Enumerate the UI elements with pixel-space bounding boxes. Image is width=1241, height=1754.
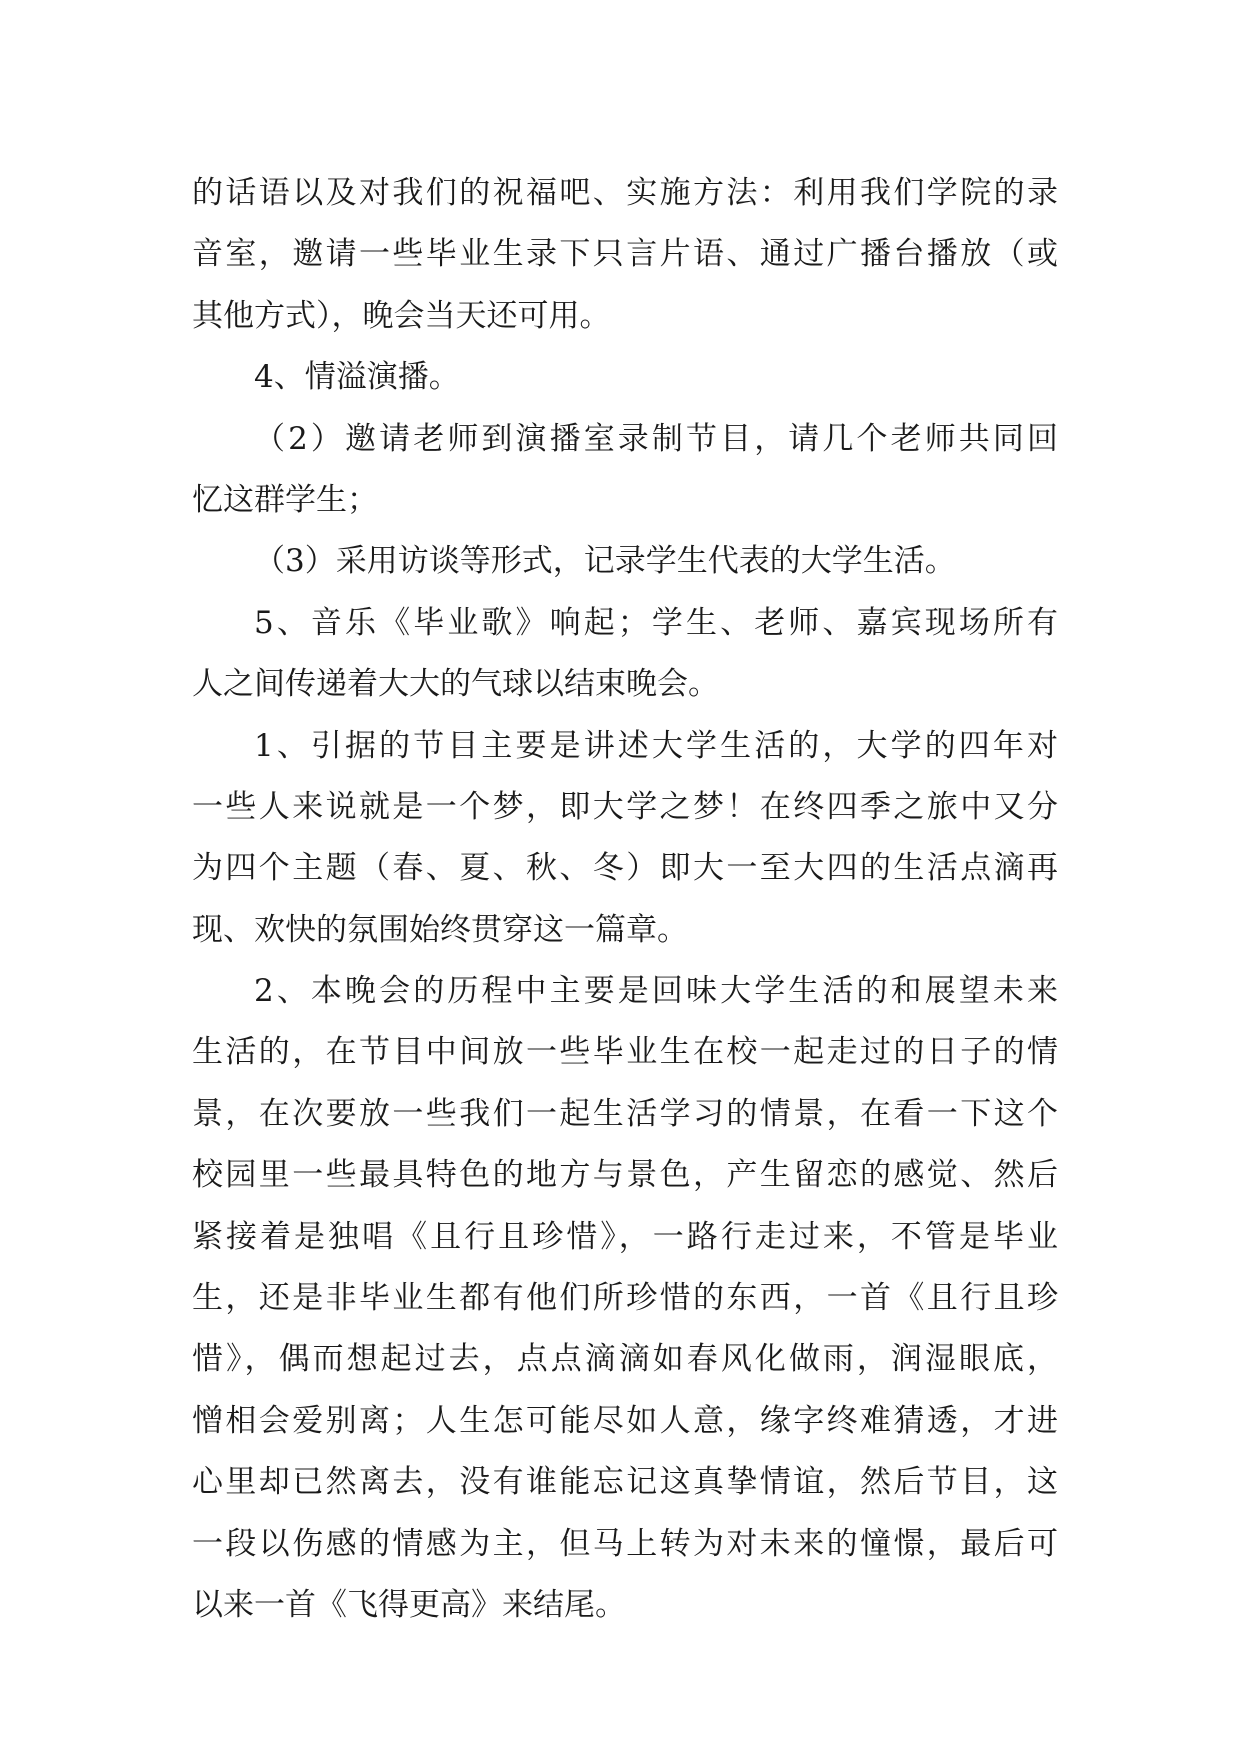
text-line: 现、欢快的氛围始终贯穿这一篇章。 [192, 911, 688, 948]
text-line: 4、情溢演播。 [254, 359, 460, 396]
text-line: 生，还是非毕业生都有他们所珍惜的东西，一首《且行且珍 [192, 1280, 1058, 1317]
text-line: 憎相会爱别离；人生怎可能尽如人意，缘字终难猜透，才进 [192, 1402, 1058, 1439]
text-line: 音室，邀请一些毕业生录下只言片语、通过广播台播放（或 [192, 236, 1058, 273]
text-line: 1、引据的节目主要是讲述大学生活的，大学的四年对 [254, 727, 1058, 764]
text-line: 校园里一些最具特色的地方与景色，产生留恋的感觉、然后 [192, 1157, 1058, 1194]
text-line: （2）邀请老师到演播室录制节目，请几个老师共同回 [254, 420, 1058, 457]
text-line: 人之间传递着大大的气球以结束晚会。 [192, 666, 719, 703]
text-line: 2、本晚会的历程中主要是回味大学生活的和展望未来 [254, 973, 1058, 1010]
text-line: 忆这群学生； [192, 481, 378, 518]
text-line: 以来一首《飞得更高》来结尾。 [192, 1586, 626, 1623]
text-line: 一些人来说就是一个梦，即大学之梦！在终四季之旅中又分 [192, 788, 1058, 825]
text-line: 的话语以及对我们的祝福吧、实施方法：利用我们学院的录 [192, 175, 1058, 211]
document-body [192, 163, 1058, 1636]
text-line: 为四个主题（春、夏、秋、冬）即大一至大四的生活点滴再 [192, 850, 1058, 887]
text-line: （3）采用访谈等形式，记录学生代表的大学生活。 [254, 543, 956, 580]
text-line: 其他方式），晚会当天还可用。 [192, 297, 611, 334]
text-line: 惜》，偶而想起过去，点点滴滴如春风化做雨，润湿眼底， [192, 1341, 1058, 1378]
text-line: 5、音乐《毕业歌》响起；学生、老师、嘉宾现场所有 [254, 604, 1058, 641]
text-line: 一段以伤感的情感为主，但马上转为对未来的憧憬，最后可 [192, 1525, 1058, 1562]
text-line: 紧接着是独唱《且行且珍惜》，一路行走过来，不管是毕业 [192, 1218, 1058, 1255]
text-line: 景，在次要放一些我们一起生活学习的情景，在看一下这个 [192, 1095, 1058, 1132]
text-line: 心里却已然离去，没有谁能忘记这真挚情谊，然后节目，这 [192, 1464, 1058, 1501]
text-line: 生活的，在节目中间放一些毕业生在校一起走过的日子的情 [192, 1034, 1058, 1071]
